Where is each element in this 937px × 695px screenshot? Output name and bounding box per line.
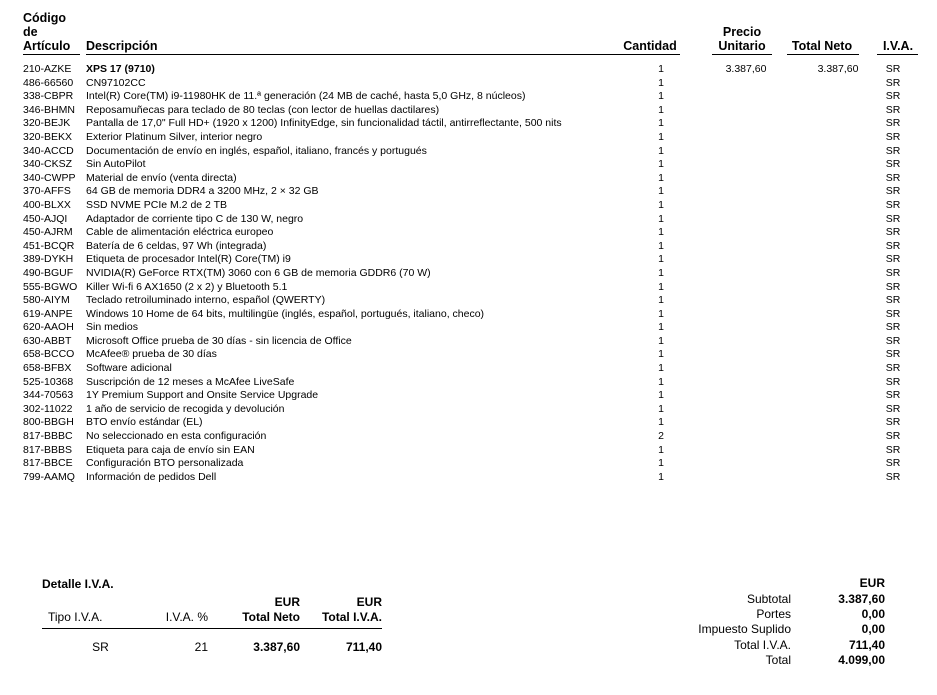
- item-code: 817-BBBC: [23, 430, 73, 443]
- table-row: [23, 267, 923, 281]
- total-value-tax-supplied: 0,00: [861, 622, 885, 636]
- item-code: 800-BBGH: [23, 416, 74, 429]
- item-code: 400-BLXX: [23, 198, 71, 211]
- column-header-code: Código de Artículo: [23, 11, 71, 53]
- item-quantity: 1: [658, 416, 664, 429]
- item-code: 389-DYKH: [23, 253, 74, 266]
- item-vat: SR: [885, 212, 901, 225]
- item-vat: SR: [885, 158, 901, 171]
- item-vat: SR: [885, 144, 901, 157]
- total-label-tax-supplied: Impuesto Suplido: [698, 622, 791, 636]
- item-description: Sin AutoPilot: [86, 158, 146, 171]
- item-vat: SR: [885, 253, 901, 266]
- table-row: [23, 253, 923, 267]
- item-code: 320-BEJK: [23, 117, 71, 130]
- total-value-subtotal: 3.387,60: [838, 592, 885, 606]
- item-quantity: 1: [658, 171, 664, 184]
- item-code: 620-AAOH: [23, 321, 74, 334]
- item-code: 817-BBCE: [23, 457, 73, 470]
- vat-col-percent: I.V.A. %: [165, 610, 208, 624]
- item-code: 486-66560: [23, 76, 74, 89]
- item-vat: SR: [885, 171, 901, 184]
- item-description: Material de envío (venta directa): [86, 171, 237, 184]
- table-row: [23, 117, 923, 131]
- item-quantity: 1: [658, 266, 664, 279]
- table-row: [23, 145, 923, 159]
- item-quantity: 1: [658, 334, 664, 347]
- item-code: 210-AZKE: [23, 63, 72, 75]
- item-code: 658-BFBX: [23, 362, 72, 375]
- item-description: 1 año de servicio de recogida y devolución: [86, 402, 285, 415]
- item-code: 338-CBPR: [23, 90, 74, 103]
- total-value-vat: 711,40: [848, 638, 885, 652]
- item-code: 490-BGUF: [23, 266, 74, 279]
- header-underline-vat: [877, 54, 918, 55]
- item-vat: SR: [885, 334, 901, 347]
- item-description: SSD NVME PCIe M.2 de 2 TB: [86, 198, 228, 211]
- table-row: [23, 77, 923, 91]
- item-vat: SR: [885, 198, 901, 211]
- item-vat: SR: [885, 280, 901, 293]
- item-quantity: 1: [658, 144, 664, 157]
- item-description: Windows 10 Home de 64 bits, multilingüe (inglés, español, portugués, italiano, checo): [86, 307, 485, 320]
- column-header-description: Descripción: [86, 39, 158, 53]
- item-code: 619-ANPE: [23, 307, 73, 320]
- item-description: XPS 17 (9710): [86, 63, 155, 75]
- item-code: 340-CWPP: [23, 171, 76, 184]
- item-description: Etiqueta para caja de envío sin EAN: [86, 443, 255, 456]
- table-row: [23, 416, 923, 430]
- item-vat: SR: [885, 103, 901, 116]
- total-label-subtotal: Subtotal: [746, 592, 791, 606]
- table-row: [23, 104, 923, 118]
- header-underline-description: [86, 54, 676, 55]
- item-code: 658-BCCO: [23, 348, 75, 361]
- item-quantity: 1: [658, 63, 664, 75]
- item-code: 320-BEKX: [23, 130, 73, 143]
- item-unit-price: 3.387,60: [725, 63, 767, 75]
- item-quantity: 1: [658, 76, 664, 89]
- item-quantity: 1: [658, 402, 664, 415]
- column-header-total-net: Total Neto: [791, 39, 853, 53]
- item-vat: SR: [885, 185, 901, 198]
- item-description: Sin medios: [86, 321, 138, 334]
- table-row: [23, 389, 923, 403]
- item-code: 817-BBBS: [23, 443, 73, 456]
- item-vat: SR: [885, 375, 901, 388]
- item-description: Cable de alimentación eléctrica europeo: [86, 226, 274, 239]
- total-value-shipping: 0,00: [861, 607, 885, 621]
- table-row: [23, 308, 923, 322]
- item-quantity: 1: [658, 90, 664, 103]
- item-code: 451-BCQR: [23, 239, 75, 252]
- item-code: 340-ACCD: [23, 144, 74, 157]
- item-code: 344-70563: [23, 389, 74, 402]
- item-quantity: 1: [658, 443, 664, 456]
- table-row: [23, 457, 923, 471]
- table-row: [23, 403, 923, 417]
- item-quantity: 2: [658, 430, 664, 443]
- item-description: Configuración BTO personalizada: [86, 457, 244, 470]
- item-vat: SR: [885, 470, 901, 483]
- vat-col-type: Tipo I.V.A.: [48, 610, 103, 624]
- table-row: [23, 213, 923, 227]
- item-code: 346-BHMN: [23, 103, 75, 116]
- item-description: Pantalla de 17,0" Full HD+ (1920 x 1200) InfinityEdge, sin funcionalidad táctil, antirreflectante, 500 nits: [86, 117, 562, 130]
- item-quantity: 1: [658, 280, 664, 293]
- item-quantity: 1: [658, 212, 664, 225]
- item-vat: SR: [885, 63, 901, 75]
- vat-col-total-net: Total Neto: [242, 610, 300, 624]
- item-description: Etiqueta de procesador Intel(R) Core(TM) i9: [86, 253, 291, 266]
- table-row: [23, 63, 923, 77]
- column-header-unit-price: Precio Unitario: [718, 25, 766, 53]
- line-items-table: [23, 63, 923, 484]
- item-code: 555-BGWO: [23, 280, 78, 293]
- item-quantity: 1: [658, 130, 664, 143]
- item-quantity: 1: [658, 103, 664, 116]
- item-code: 340-CKSZ: [23, 158, 73, 171]
- item-quantity: 1: [658, 185, 664, 198]
- table-row: [23, 240, 923, 254]
- item-code: 630-ABBT: [23, 334, 72, 347]
- item-quantity: 1: [658, 239, 664, 252]
- item-quantity: 1: [658, 362, 664, 375]
- header-underline-quantity: [620, 54, 680, 55]
- vat-header-underline: [42, 628, 382, 629]
- item-description: Killer Wi-fi 6 AX1650 (2 x 2) y Bluetooth 5.1: [86, 280, 288, 293]
- table-row: [23, 335, 923, 349]
- item-vat: SR: [885, 321, 901, 334]
- table-row: [23, 294, 923, 308]
- vat-row-percent: 21: [194, 640, 208, 654]
- item-description: Exterior Platinum Silver, interior negro: [86, 130, 263, 143]
- item-description: Intel(R) Core(TM) i9-11980HK de 11.ª generación (24 MB de caché, hasta 5,0 GHz, 8 núcleos): [86, 90, 526, 103]
- item-vat: SR: [885, 226, 901, 239]
- table-row: [23, 376, 923, 390]
- item-description: Software adicional: [86, 362, 172, 375]
- item-vat: SR: [885, 307, 901, 320]
- item-vat: SR: [885, 130, 901, 143]
- item-vat: SR: [885, 266, 901, 279]
- vat-currency-net: EUR: [274, 595, 300, 609]
- item-description: Suscripción de 12 meses a McAfee LiveSafe: [86, 375, 295, 388]
- item-description: Batería de 6 celdas, 97 Wh (integrada): [86, 239, 267, 252]
- total-value-grand: 4.099,00: [838, 653, 885, 667]
- item-quantity: 1: [658, 294, 664, 307]
- totals-currency: EUR: [859, 576, 885, 590]
- item-description: Microsoft Office prueba de 30 días - sin licencia de Office: [86, 334, 352, 347]
- table-row: [23, 185, 923, 199]
- table-row: [23, 471, 923, 485]
- item-total-net: 3.387,60: [817, 63, 859, 75]
- item-description: McAfee® prueba de 30 días: [86, 348, 217, 361]
- item-quantity: 1: [658, 321, 664, 334]
- item-description: Adaptador de corriente tipo C de 130 W, negro: [86, 212, 304, 225]
- column-header-vat: I.V.A.: [882, 39, 914, 53]
- item-quantity: 1: [658, 226, 664, 239]
- item-code: 525-10368: [23, 375, 74, 388]
- item-quantity: 1: [658, 117, 664, 130]
- item-description: Teclado retroiluminado interno, español (QWERTY): [86, 294, 326, 307]
- item-vat: SR: [885, 416, 901, 429]
- item-vat: SR: [885, 348, 901, 361]
- item-quantity: 1: [658, 457, 664, 470]
- item-vat: SR: [885, 90, 901, 103]
- item-code: 450-AJRM: [23, 226, 73, 239]
- item-description: NVIDIA(R) GeForce RTX(TM) 3060 con 6 GB de memoria GDDR6 (70 W): [86, 266, 431, 279]
- item-vat: SR: [885, 457, 901, 470]
- item-vat: SR: [885, 76, 901, 89]
- item-code: 450-AJQI: [23, 212, 68, 225]
- item-quantity: 1: [658, 375, 664, 388]
- item-quantity: 1: [658, 198, 664, 211]
- item-vat: SR: [885, 239, 901, 252]
- table-row: [23, 226, 923, 240]
- table-row: [23, 321, 923, 335]
- vat-row-total-net: 3.387,60: [253, 640, 300, 654]
- table-row: [23, 362, 923, 376]
- table-row: [23, 281, 923, 295]
- item-code: 799-AAMQ: [23, 470, 75, 483]
- item-quantity: 1: [658, 348, 664, 361]
- item-vat: SR: [885, 117, 901, 130]
- header-underline-total-net: [787, 54, 859, 55]
- vat-currency-vat: EUR: [356, 595, 382, 609]
- total-label-shipping: Portes: [756, 607, 791, 621]
- item-vat: SR: [885, 294, 901, 307]
- item-vat: SR: [885, 389, 901, 402]
- item-quantity: 1: [658, 158, 664, 171]
- item-vat: SR: [885, 430, 901, 443]
- vat-row-type: SR: [92, 640, 109, 654]
- total-label-grand: Total: [765, 653, 791, 667]
- item-description: CN97102CC: [86, 76, 146, 89]
- table-row: [23, 158, 923, 172]
- item-quantity: 1: [658, 470, 664, 483]
- total-label-vat: Total I.V.A.: [734, 638, 791, 652]
- item-description: Información de pedidos Dell: [86, 470, 217, 483]
- vat-col-total-vat: Total I.V.A.: [321, 610, 382, 624]
- table-row: [23, 131, 923, 145]
- table-row: [23, 348, 923, 362]
- item-description: Reposamuñecas para teclado de 80 teclas (con lector de huellas dactilares): [86, 103, 440, 116]
- item-quantity: 1: [658, 253, 664, 266]
- table-row: [23, 430, 923, 444]
- item-code: 302-11022: [23, 402, 73, 415]
- table-row: [23, 444, 923, 458]
- item-description: 64 GB de memoria DDR4 a 3200 MHz, 2 × 32 GB: [86, 185, 319, 198]
- vat-row-total-vat: 711,40: [345, 640, 382, 654]
- item-vat: SR: [885, 362, 901, 375]
- item-code: 580-AIYM: [23, 294, 70, 307]
- table-row: [23, 172, 923, 186]
- table-row: [23, 90, 923, 104]
- item-description: BTO envío estándar (EL): [86, 416, 203, 429]
- table-row: [23, 199, 923, 213]
- item-code: 370-AFFS: [23, 185, 71, 198]
- item-description: No seleccionado en esta configuración: [86, 430, 267, 443]
- item-description: 1Y Premium Support and Onsite Service Upgrade: [86, 389, 319, 402]
- item-description: Documentación de envío en inglés, español, italiano, francés y portugués: [86, 144, 427, 157]
- item-quantity: 1: [658, 307, 664, 320]
- column-header-quantity: Cantidad: [623, 39, 677, 53]
- header-underline-code: [23, 54, 80, 55]
- item-vat: SR: [885, 443, 901, 456]
- vat-detail-title: Detalle I.V.A.: [42, 577, 114, 591]
- header-underline-unit-price: [712, 54, 772, 55]
- item-quantity: 1: [658, 389, 664, 402]
- item-vat: SR: [885, 402, 901, 415]
